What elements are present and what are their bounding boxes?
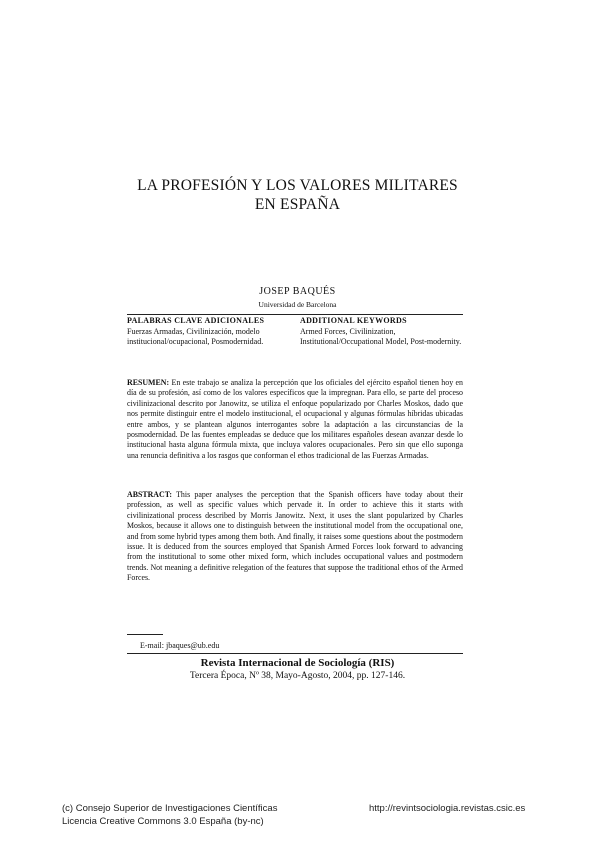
footer-url[interactable]: http://revintsociologia.revistas.csic.es [369, 803, 526, 814]
footer-copyright: (c) Consejo Superior de Investigaciones Científicas [62, 803, 278, 814]
keywords-es-text: Fuerzas Armadas, Civilinización, modelo institucional/ocupacional, Posmodernidad. [127, 327, 264, 346]
resumen-paragraph [127, 378, 463, 461]
keywords-top-rule [127, 314, 463, 315]
author-affiliation: Universidad de Barcelona [258, 300, 337, 309]
footnote-rule [127, 634, 163, 635]
article-title-line2: EN ESPAÑA [254, 196, 341, 213]
keywords-en-text: Armed Forces, Civilinization, Institutional/Occupational Model, Post-modernity. [300, 327, 462, 346]
journal-name: Revista Internacional de Sociología (RIS) [200, 657, 395, 669]
abstract-paragraph [127, 490, 463, 584]
resumen-label: RESUMEN: [127, 378, 170, 387]
keywords-en-heading: ADDITIONAL KEYWORDS [300, 316, 407, 325]
footer-license: Licencia Creative Commons 3.0 España (by-nc) [62, 816, 264, 827]
author-email: E-mail: jbaques@ub.edu [140, 641, 220, 650]
author-name: JOSEP BAQUÉS [259, 286, 336, 297]
journal-issue: Tercera Época, Nº 38, Mayo-Agosto, 2004, pp. 127-146. [189, 671, 406, 681]
resumen-text: En este trabajo se analiza la percepción que los oficiales del ejército español tienen hoy en día de su profesión, así como de los valores específicos que la impregnan. Para ello, se parte del proceso civilinizacional descrito por Janowitz, se utiliza el enfoque popularizado por Charles Moskos, dado que nos permite distinguir entre el modelo institucional, el ocupacional y algunas fórmulas híbridas ubicadas entre ambos, y se plantean algunos interrogantes sobre la adaptación a las circunstancias de la posmodernidad. De las fuentes empleadas se deduce que los militares españoles desean avanzar desde lo institucional hasta alguna fórmula mixta, que incluya valores ocupacionales. Pero sin que ello suponga una renuncia definitiva a los rasgos que conforman el ethos tradicional de las Fuerzas Armadas. [127, 378, 463, 460]
journal-rule [127, 653, 463, 654]
abstract-text: This paper analyses the perception that the Spanish officers have today about their profession, as well as specific values which pervade it. In order to achieve this it starts with civilinizational process described by Morris Janowitz. Next, it uses the slant popularized by Charles Moskos, because it allows one to distinguish between the institutional model from the occupational one, and from some hybrid types among them both. And finally, it raises some questions about the postmodern issue. It is deduced from the sources employed that Spanish Armed Forces look forward to advancing from the institutional to some other mixed form, which includes occupational values and postmodern trends. Not meaning a definitive relegation of the features that suppose the traditional ethos of the Armed Forces. [127, 490, 463, 583]
article-title-line1: LA PROFESIÓN Y LOS VALORES MILITARES [137, 177, 458, 194]
keywords-es-heading: PALABRAS CLAVE ADICIONALES [127, 316, 265, 325]
abstract-label: ABSTRACT: [127, 490, 173, 499]
